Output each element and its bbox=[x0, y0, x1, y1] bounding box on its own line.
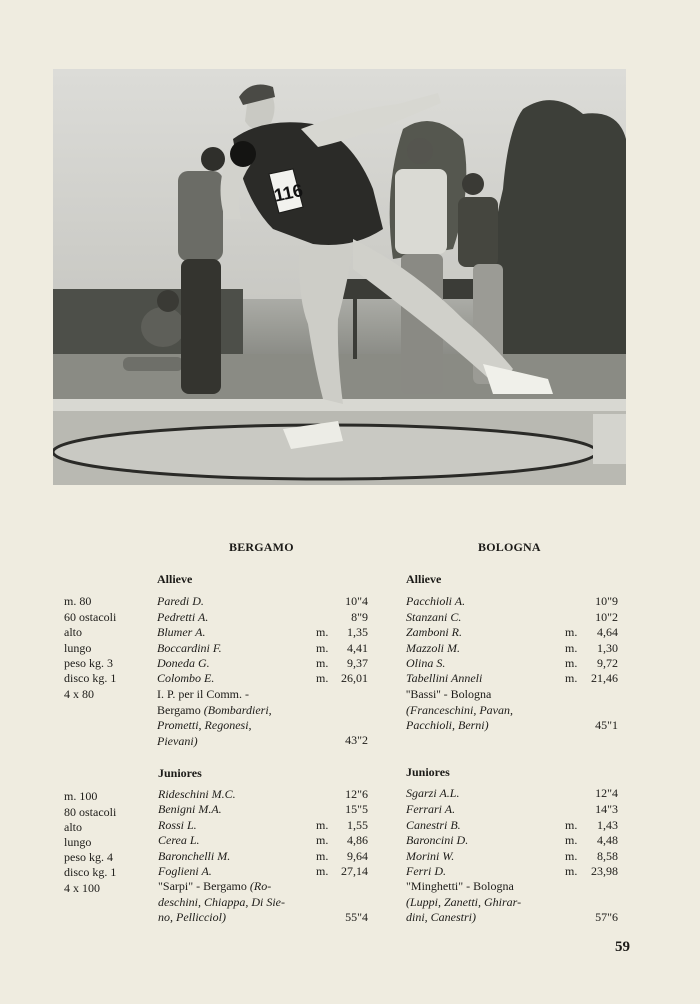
relay-athletes: no, Pellicciol) bbox=[158, 910, 226, 925]
event-label: disco kg. 1 bbox=[64, 865, 117, 879]
athlete-name: Boccardini F. bbox=[157, 641, 222, 655]
bergamo-heading: BERGAMO bbox=[229, 540, 294, 554]
athlete-photo bbox=[53, 69, 626, 485]
athlete-name: Benigni M.A. bbox=[158, 802, 222, 816]
relay-athletes: dini, Canestri) bbox=[406, 910, 477, 925]
bologna-heading: BOLOGNA bbox=[478, 540, 541, 554]
result-unit: m. bbox=[565, 833, 578, 847]
result-unit: m. bbox=[316, 849, 329, 863]
athlete-name: Foglieni A. bbox=[158, 864, 212, 878]
athlete-name: Cerea L. bbox=[158, 833, 200, 847]
result-unit: m. bbox=[565, 656, 578, 670]
relay-athletes: Pacchioli, Berni) bbox=[406, 718, 489, 733]
athlete-name: Ferri D. bbox=[406, 864, 446, 878]
result-value: 12"4 bbox=[595, 786, 618, 800]
bib-number: 116 bbox=[272, 180, 305, 206]
result-unit: m. bbox=[316, 625, 329, 639]
bologna-juniores-relay bbox=[406, 879, 556, 926]
event-label: 80 ostacoli bbox=[64, 805, 117, 819]
result-value: 4,86 bbox=[347, 833, 368, 847]
athlete-name: Colombo E. bbox=[157, 671, 215, 685]
athlete-name: Ferrari A. bbox=[406, 802, 456, 816]
athlete-name: Rideschini M.C. bbox=[158, 787, 236, 801]
athlete-name: Doneda G. bbox=[157, 656, 210, 670]
relay-athletes: Pievani) bbox=[157, 733, 198, 748]
result-value: 57"6 bbox=[595, 910, 618, 924]
result-value: 9,72 bbox=[597, 656, 618, 670]
result-value: 10"4 bbox=[345, 594, 368, 608]
result-unit: m. bbox=[316, 656, 329, 670]
result-value: 55"4 bbox=[345, 910, 368, 924]
bergamo-juniores-relay bbox=[158, 879, 318, 926]
event-label: peso kg. 4 bbox=[64, 850, 113, 864]
bergamo-allieve-relay bbox=[157, 687, 313, 749]
result-unit: m. bbox=[316, 641, 329, 655]
event-label: disco kg. 1 bbox=[64, 671, 117, 685]
page-number: 59 bbox=[615, 939, 630, 955]
athlete-name: Pedretti A. bbox=[157, 610, 209, 624]
event-label: m. 80 bbox=[64, 594, 92, 608]
result-value: 9,37 bbox=[347, 656, 368, 670]
relay-line bbox=[158, 879, 318, 895]
athlete-name: Zamboni R. bbox=[406, 625, 463, 639]
result-value: 4,48 bbox=[597, 833, 618, 847]
athlete-name: Sgarzi A.L. bbox=[406, 786, 460, 800]
result-value: 23,98 bbox=[591, 864, 618, 878]
athlete-name: Mazzoli M. bbox=[406, 641, 460, 655]
athlete-name: Pacchioli A. bbox=[406, 594, 466, 608]
result-unit: m. bbox=[565, 864, 578, 878]
athlete-name: Rossi L. bbox=[158, 818, 197, 832]
relay-athletes: Prometti, Regonesi, bbox=[157, 718, 252, 733]
result-value: 21,46 bbox=[591, 671, 618, 685]
athlete-name: Baronchelli M. bbox=[158, 849, 231, 863]
relay-athletes: deschini, Chiappa, Di Sie- bbox=[158, 894, 285, 909]
result-value: 10"9 bbox=[595, 594, 618, 608]
result-value: 1,30 bbox=[597, 641, 618, 655]
relay-athletes: (Ro- bbox=[246, 879, 272, 893]
relay-team: Bergamo bbox=[157, 702, 201, 717]
result-value: 14"3 bbox=[595, 802, 618, 816]
result-unit: m. bbox=[565, 671, 578, 685]
relay-line bbox=[157, 703, 313, 719]
result-unit: m. bbox=[316, 833, 329, 847]
athlete-name: Canestri B. bbox=[406, 818, 461, 832]
relay-athletes: (Franceschini, Pavan, bbox=[406, 702, 513, 717]
photo-illustration bbox=[53, 69, 626, 485]
event-label: lungo bbox=[64, 641, 92, 655]
relay-line: I. P. per il Comm. - bbox=[157, 687, 249, 701]
bologna-juniores-heading: Juniores bbox=[406, 765, 450, 779]
result-value: 27,14 bbox=[341, 864, 368, 878]
athlete-name: Tabellini Anneli bbox=[406, 671, 483, 685]
result-unit: m. bbox=[316, 818, 329, 832]
bergamo-juniores-heading: Juniores bbox=[158, 766, 202, 780]
relay-line: "Minghetti" - Bologna bbox=[406, 879, 514, 893]
relay-team: "Sarpi" - Bergamo bbox=[158, 879, 247, 893]
result-value: 4,64 bbox=[597, 625, 618, 639]
result-value: 12"6 bbox=[345, 787, 368, 801]
event-label: alto bbox=[64, 820, 82, 834]
event-label: 60 ostacoli bbox=[64, 610, 117, 624]
event-label: 4 x 80 bbox=[64, 687, 94, 701]
event-label: 4 x 100 bbox=[64, 881, 100, 895]
result-unit: m. bbox=[565, 625, 578, 639]
result-value: 26,01 bbox=[341, 671, 368, 685]
result-unit: m. bbox=[316, 864, 329, 878]
athlete-name: Olina S. bbox=[406, 656, 446, 670]
result-value: 15"5 bbox=[345, 802, 368, 816]
result-value: 1,43 bbox=[597, 818, 618, 832]
result-unit: m. bbox=[316, 671, 329, 685]
athlete-name: Morini W. bbox=[406, 849, 455, 863]
relay-line: ''Bassi'' - Bologna bbox=[406, 687, 492, 701]
result-value: 1,55 bbox=[347, 818, 368, 832]
event-label: alto bbox=[64, 625, 82, 639]
event-label: peso kg. 3 bbox=[64, 656, 113, 670]
result-unit: m. bbox=[565, 818, 578, 832]
result-value: 1,35 bbox=[347, 625, 368, 639]
result-value: 8,58 bbox=[597, 849, 618, 863]
result-value: 9,64 bbox=[347, 849, 368, 863]
result-value: 4,41 bbox=[347, 641, 368, 655]
result-value: 10"2 bbox=[595, 610, 618, 624]
athlete-name: Stanzani C. bbox=[406, 610, 462, 624]
bergamo-allieve-heading: Allieve bbox=[157, 572, 193, 586]
result-value: 43"2 bbox=[345, 733, 368, 747]
event-label: lungo bbox=[64, 835, 92, 849]
result-value: 8"9 bbox=[351, 610, 368, 624]
event-label: m. 100 bbox=[64, 789, 98, 803]
relay-athletes: (Bombardieri, bbox=[200, 702, 272, 717]
bologna-allieve-heading: Allieve bbox=[406, 572, 442, 586]
athlete-name: Blumer A. bbox=[157, 625, 206, 639]
bologna-allieve-relay bbox=[406, 687, 556, 734]
result-unit: m. bbox=[565, 641, 578, 655]
athlete-name: Baroncini D. bbox=[406, 833, 469, 847]
athlete-name: Paredi D. bbox=[157, 594, 204, 608]
relay-athletes: (Luppi, Zanetti, Ghirar- bbox=[406, 894, 522, 909]
result-unit: m. bbox=[565, 849, 578, 863]
result-value: 45"1 bbox=[595, 718, 618, 732]
